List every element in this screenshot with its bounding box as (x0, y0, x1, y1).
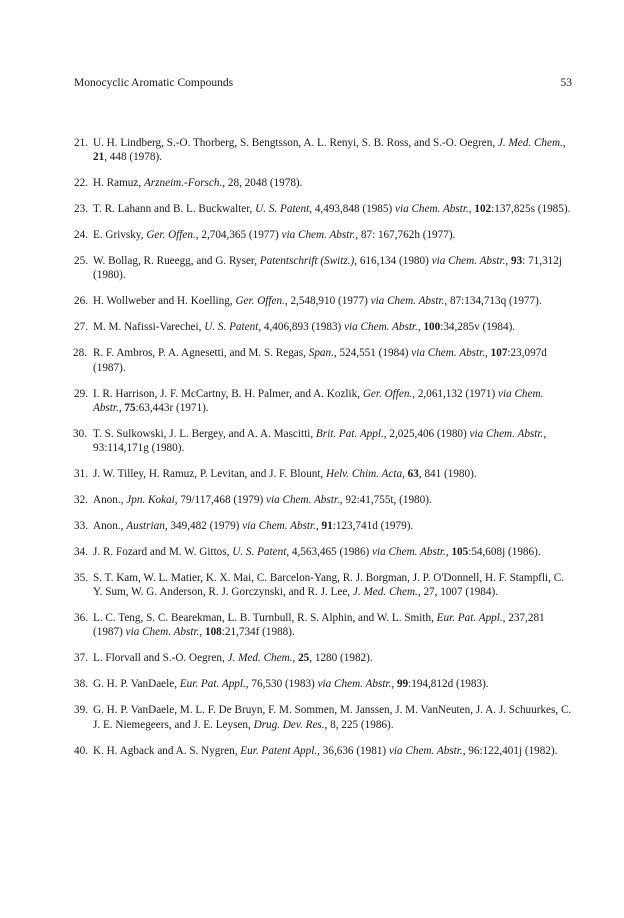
reference-segment: 100 (423, 321, 441, 334)
reference-text (93, 546, 541, 558)
reference-segment: , 349,482 (1979) (164, 520, 243, 533)
reference-segment: 75 (124, 401, 136, 414)
reference-text (93, 520, 413, 532)
reference-segment: , (292, 652, 299, 665)
page-number: 53 (560, 77, 572, 89)
reference-text (93, 229, 455, 241)
reference-number: 21. (74, 137, 88, 149)
reference-segment: via Chem. Abstr. (344, 321, 418, 334)
reference-number: 34. (74, 546, 88, 559)
reference-item (74, 346, 574, 374)
reference-item (74, 545, 574, 559)
reference-segment: via Chem. Abstr. (388, 744, 463, 757)
reference-item (74, 254, 574, 282)
reference-segment: Span. (308, 347, 334, 360)
reference-number: 40. (74, 744, 88, 757)
reference-segment: K. H. Agback and A. S. Nygren, (93, 744, 241, 757)
reference-segment: M. M. Nafissi-Varechei, (93, 321, 205, 334)
reference-segment: , 2,704,365 (1977) (195, 229, 282, 242)
reference-segment: 63 (407, 468, 419, 481)
reference-segment: Drug. Dev. Res. (253, 718, 325, 731)
reference-number: 22. (74, 177, 88, 190)
reference-text (93, 388, 543, 414)
reference-item (74, 202, 574, 216)
reference-number: 27. (74, 321, 88, 334)
reference-segment: 108 (204, 626, 222, 639)
reference-segment: T. R. Lahann and B. L. Buckwalter, (93, 203, 256, 216)
reference-segment: :54,608j (1986). (468, 546, 541, 559)
reference-segment: Helv. Chim. Acta (326, 468, 403, 481)
reference-segment: via Chem. Abstr. (411, 347, 486, 360)
reference-text (93, 612, 545, 638)
reference-segment: Patentschrift (Switz.) (259, 255, 355, 268)
reference-item (74, 493, 574, 507)
reference-segment: : 71,312j (1980). (93, 255, 562, 282)
reference-list (74, 136, 574, 770)
reference-segment: U. H. Lindberg, S.-O. Thorberg, S. Bengtsson, A. L. Renyi, S. B. Ross, and S.-O. Oegren, (93, 137, 498, 149)
reference-text (93, 678, 489, 690)
reference-segment: , (562, 137, 566, 149)
reference-segment: via Chem. Abstr. (93, 387, 544, 414)
reference-segment: , 76,530 (1983) (245, 678, 318, 691)
reference-item (74, 651, 574, 665)
reference-text (93, 468, 477, 480)
reference-segment: S. T. Kam, W. L. Matier, K. X. Mai, C. Barcelon-Yang, R. J. Borgman, J. P. O'Donnell, H. F. Stampfli, C. Y. Sum, W. G. Anderson, R. J. Gorczynski, and R. J. Lee, (93, 572, 564, 599)
reference-segment: , 87: 167,762h (1977). (355, 229, 456, 242)
reference-number: 36. (74, 612, 88, 625)
reference-segment: H. Ramuz, (93, 177, 144, 190)
reference-segment: , 448 (1978). (104, 151, 162, 164)
reference-segment: via Chem. Abstr. (469, 427, 544, 440)
reference-segment: H. Wollweber and H. Koelling, (93, 295, 236, 308)
reference-segment: Arzneim.-Forsch. (143, 177, 223, 190)
reference-number: 25. (74, 255, 88, 268)
reference-segment: 96:122,401j (1982). (468, 744, 558, 757)
reference-item (74, 611, 574, 639)
reference-number: 23. (74, 203, 88, 216)
reference-segment: U. S. Patent (255, 203, 310, 216)
reference-segment: , 4,493,848 (1985) (309, 203, 395, 216)
reference-number: 33. (74, 520, 88, 533)
reference-number: 28. (73, 347, 87, 360)
reference-segment: U. S. Patent (204, 321, 259, 334)
reference-text (93, 255, 562, 281)
reference-text (93, 295, 542, 307)
reference-segment: 25 (298, 652, 310, 665)
reference-segment: Brit. Pat. Appl. (315, 427, 384, 440)
reference-segment: , 616,134 (1980) (354, 255, 432, 268)
reference-segment: Austrian (126, 520, 165, 533)
reference-segment: Anon., (93, 494, 127, 507)
reference-segment: G. H. P. VanDaele, (93, 678, 180, 691)
reference-segment: via Chem. Abstr. (431, 255, 506, 268)
reference-text (93, 494, 432, 506)
reference-segment: , 93:114,171g (1980). (93, 427, 547, 455)
reference-segment: , 841 (1980). (418, 468, 477, 481)
reference-segment: J. R. Fozard and M. W. Gittos, (93, 546, 233, 559)
reference-segment: , (118, 401, 125, 414)
reference-segment: , (417, 321, 424, 334)
reference-item (74, 136, 574, 164)
reference-segment: 21 (93, 151, 105, 164)
reference-segment: via Chem. Abstr. (125, 626, 200, 639)
reference-segment: Ger. Offen. (362, 387, 413, 400)
reference-segment: Ger. Offen. (146, 229, 196, 242)
reference-text (93, 704, 571, 730)
reference-segment: Eur. Patent Appl. (240, 744, 318, 757)
reference-segment: , 87:134,713q (1977). (444, 295, 542, 308)
reference-segment: via Chem. Abstr. (317, 678, 392, 691)
reference-segment: via Chem. Abstr. (395, 203, 469, 216)
reference-segment: J. Med. Chem. (352, 586, 418, 599)
reference-segment: L. Florvall and S.-O. Oegren, (93, 652, 228, 665)
reference-segment: via Chem. Abstr. (281, 229, 356, 242)
reference-text (93, 428, 546, 454)
reference-item (74, 571, 574, 599)
reference-segment: J. Med. Chem. (497, 137, 563, 149)
reference-segment: via Chem. Abstr. (370, 295, 445, 308)
reference-segment: , (468, 203, 475, 216)
reference-segment: 102 (474, 203, 492, 216)
reference-segment: , (391, 678, 397, 691)
reference-segment: , (485, 347, 491, 360)
reference-text (93, 137, 566, 163)
reference-item (74, 228, 574, 242)
reference-segment: :194,812d (1983). (408, 678, 489, 691)
reference-segment: , 1280 (1982). (309, 652, 373, 665)
reference-item (74, 294, 574, 308)
reference-segment: via Chem. Abstr. (242, 520, 316, 533)
reference-segment: Eur. Pat. Appl. (436, 612, 503, 625)
reference-segment: U. S. Patent (232, 546, 287, 559)
reference-segment: :23,097d (1987). (93, 347, 547, 374)
reference-item (74, 427, 574, 455)
reference-segment: :34,285v (1984). (440, 321, 516, 334)
reference-segment: J. Med. Chem. (227, 652, 293, 665)
reference-segment: 107 (490, 347, 508, 360)
reference-segment: , 524,551 (1984) (333, 347, 412, 360)
reference-segment: L. C. Teng, S. C. Bearekman, L. B. Turnbull, R. S. Alphin, and W. L. Smith, (93, 612, 437, 625)
reference-segment: , 36,636 (1981) (317, 744, 389, 757)
reference-segment: 93 (511, 255, 523, 268)
reference-segment: , (402, 468, 408, 481)
reference-text (93, 347, 547, 373)
reference-segment: , 2,061,132 (1971) (412, 387, 498, 400)
reference-number: 35. (74, 572, 88, 585)
reference-item (74, 320, 574, 334)
reference-item (74, 744, 574, 758)
reference-segment: , (445, 546, 452, 559)
reference-segment: J. W. Tilley, H. Ramuz, P. Levitan, and J. F. Blount, (93, 468, 327, 481)
reference-segment: , (199, 626, 205, 639)
reference-number: 26. (74, 295, 88, 308)
reference-segment: , 28, 2048 (1978). (222, 177, 303, 190)
reference-item (74, 387, 574, 415)
reference-segment: :137,825s (1985). (491, 203, 571, 216)
reference-segment: , (315, 520, 322, 533)
reference-segment: :123,741d (1979). (332, 520, 414, 533)
reference-segment: , 79/117,468 (1979) (174, 494, 267, 507)
reference-number: 38. (74, 678, 88, 691)
reference-segment: , (462, 744, 469, 757)
reference-segment: T. S. Sulkowski, J. L. Bergey, and A. A. Mascitti, (93, 427, 316, 440)
reference-number: 30. (73, 427, 87, 440)
page-header (74, 77, 572, 93)
reference-number: 31. (74, 468, 88, 481)
reference-number: 29. (74, 387, 88, 400)
reference-item (74, 703, 574, 731)
reference-segment: , (505, 255, 511, 268)
reference-segment: :63,443r (1971). (135, 401, 209, 414)
reference-item (74, 519, 574, 533)
reference-segment: , 2,548,910 (1977) (284, 295, 371, 308)
reference-number: 37. (74, 652, 88, 665)
reference-text (93, 652, 373, 664)
reference-segment: via Chem. Abstr. (266, 494, 340, 507)
reference-text (93, 321, 515, 333)
reference-segment: G. H. P. VanDaele, M. L. F. De Bruyn, F. M. Sommen, M. Janssen, J. M. VanNeuten, J. A. J. Schuurkes, C. J. E. Niemegeers, and J. E. Leysen, (93, 704, 572, 731)
reference-number: 24. (74, 229, 88, 242)
reference-segment: I. R. Harrison, J. F. McCartny, B. H. Palmer, and A. Kozlik, (93, 387, 363, 400)
reference-segment: , 92:41,755t, (1980). (339, 494, 432, 507)
reference-segment: , 27, 1007 (1984). (417, 586, 499, 599)
reference-segment: , 2,025,406 (1980) (383, 427, 470, 440)
reference-text (93, 203, 570, 215)
reference-segment: W. Bollag, R. Rueegg, and G. Ryser, (93, 255, 260, 268)
reference-segment: , 4,563,465 (1986) (286, 546, 373, 559)
reference-segment: via Chem. Abstr. (372, 546, 446, 559)
reference-segment: 91 (321, 520, 333, 533)
reference-text (93, 177, 302, 189)
reference-text (93, 572, 564, 598)
reference-segment: 105 (451, 546, 469, 559)
reference-segment: R. F. Ambros, P. A. Agnesetti, and M. S. Regas, (93, 347, 309, 360)
reference-segment: , 237,281 (1987) (93, 612, 545, 639)
reference-segment: E. Grivsky, (93, 229, 147, 242)
reference-item (74, 677, 574, 691)
reference-segment: :21,734f (1988). (221, 626, 295, 639)
reference-item (74, 176, 574, 190)
reference-number: 32. (74, 494, 88, 507)
reference-segment: , 4,406,893 (1983) (258, 321, 345, 334)
reference-segment: 99 (396, 678, 409, 691)
reference-segment: Ger. Offen. (235, 295, 285, 308)
reference-segment: Eur. Pat. Appl. (179, 678, 246, 691)
reference-segment: , 8, 225 (1986). (324, 718, 394, 731)
running-head: Monocyclic Aromatic Compounds (74, 77, 234, 89)
reference-segment: Jpn. Kokai (126, 494, 175, 507)
reference-item (74, 467, 574, 481)
reference-number: 39. (74, 704, 88, 717)
reference-segment: Anon., (93, 520, 127, 533)
reference-text (93, 745, 557, 757)
